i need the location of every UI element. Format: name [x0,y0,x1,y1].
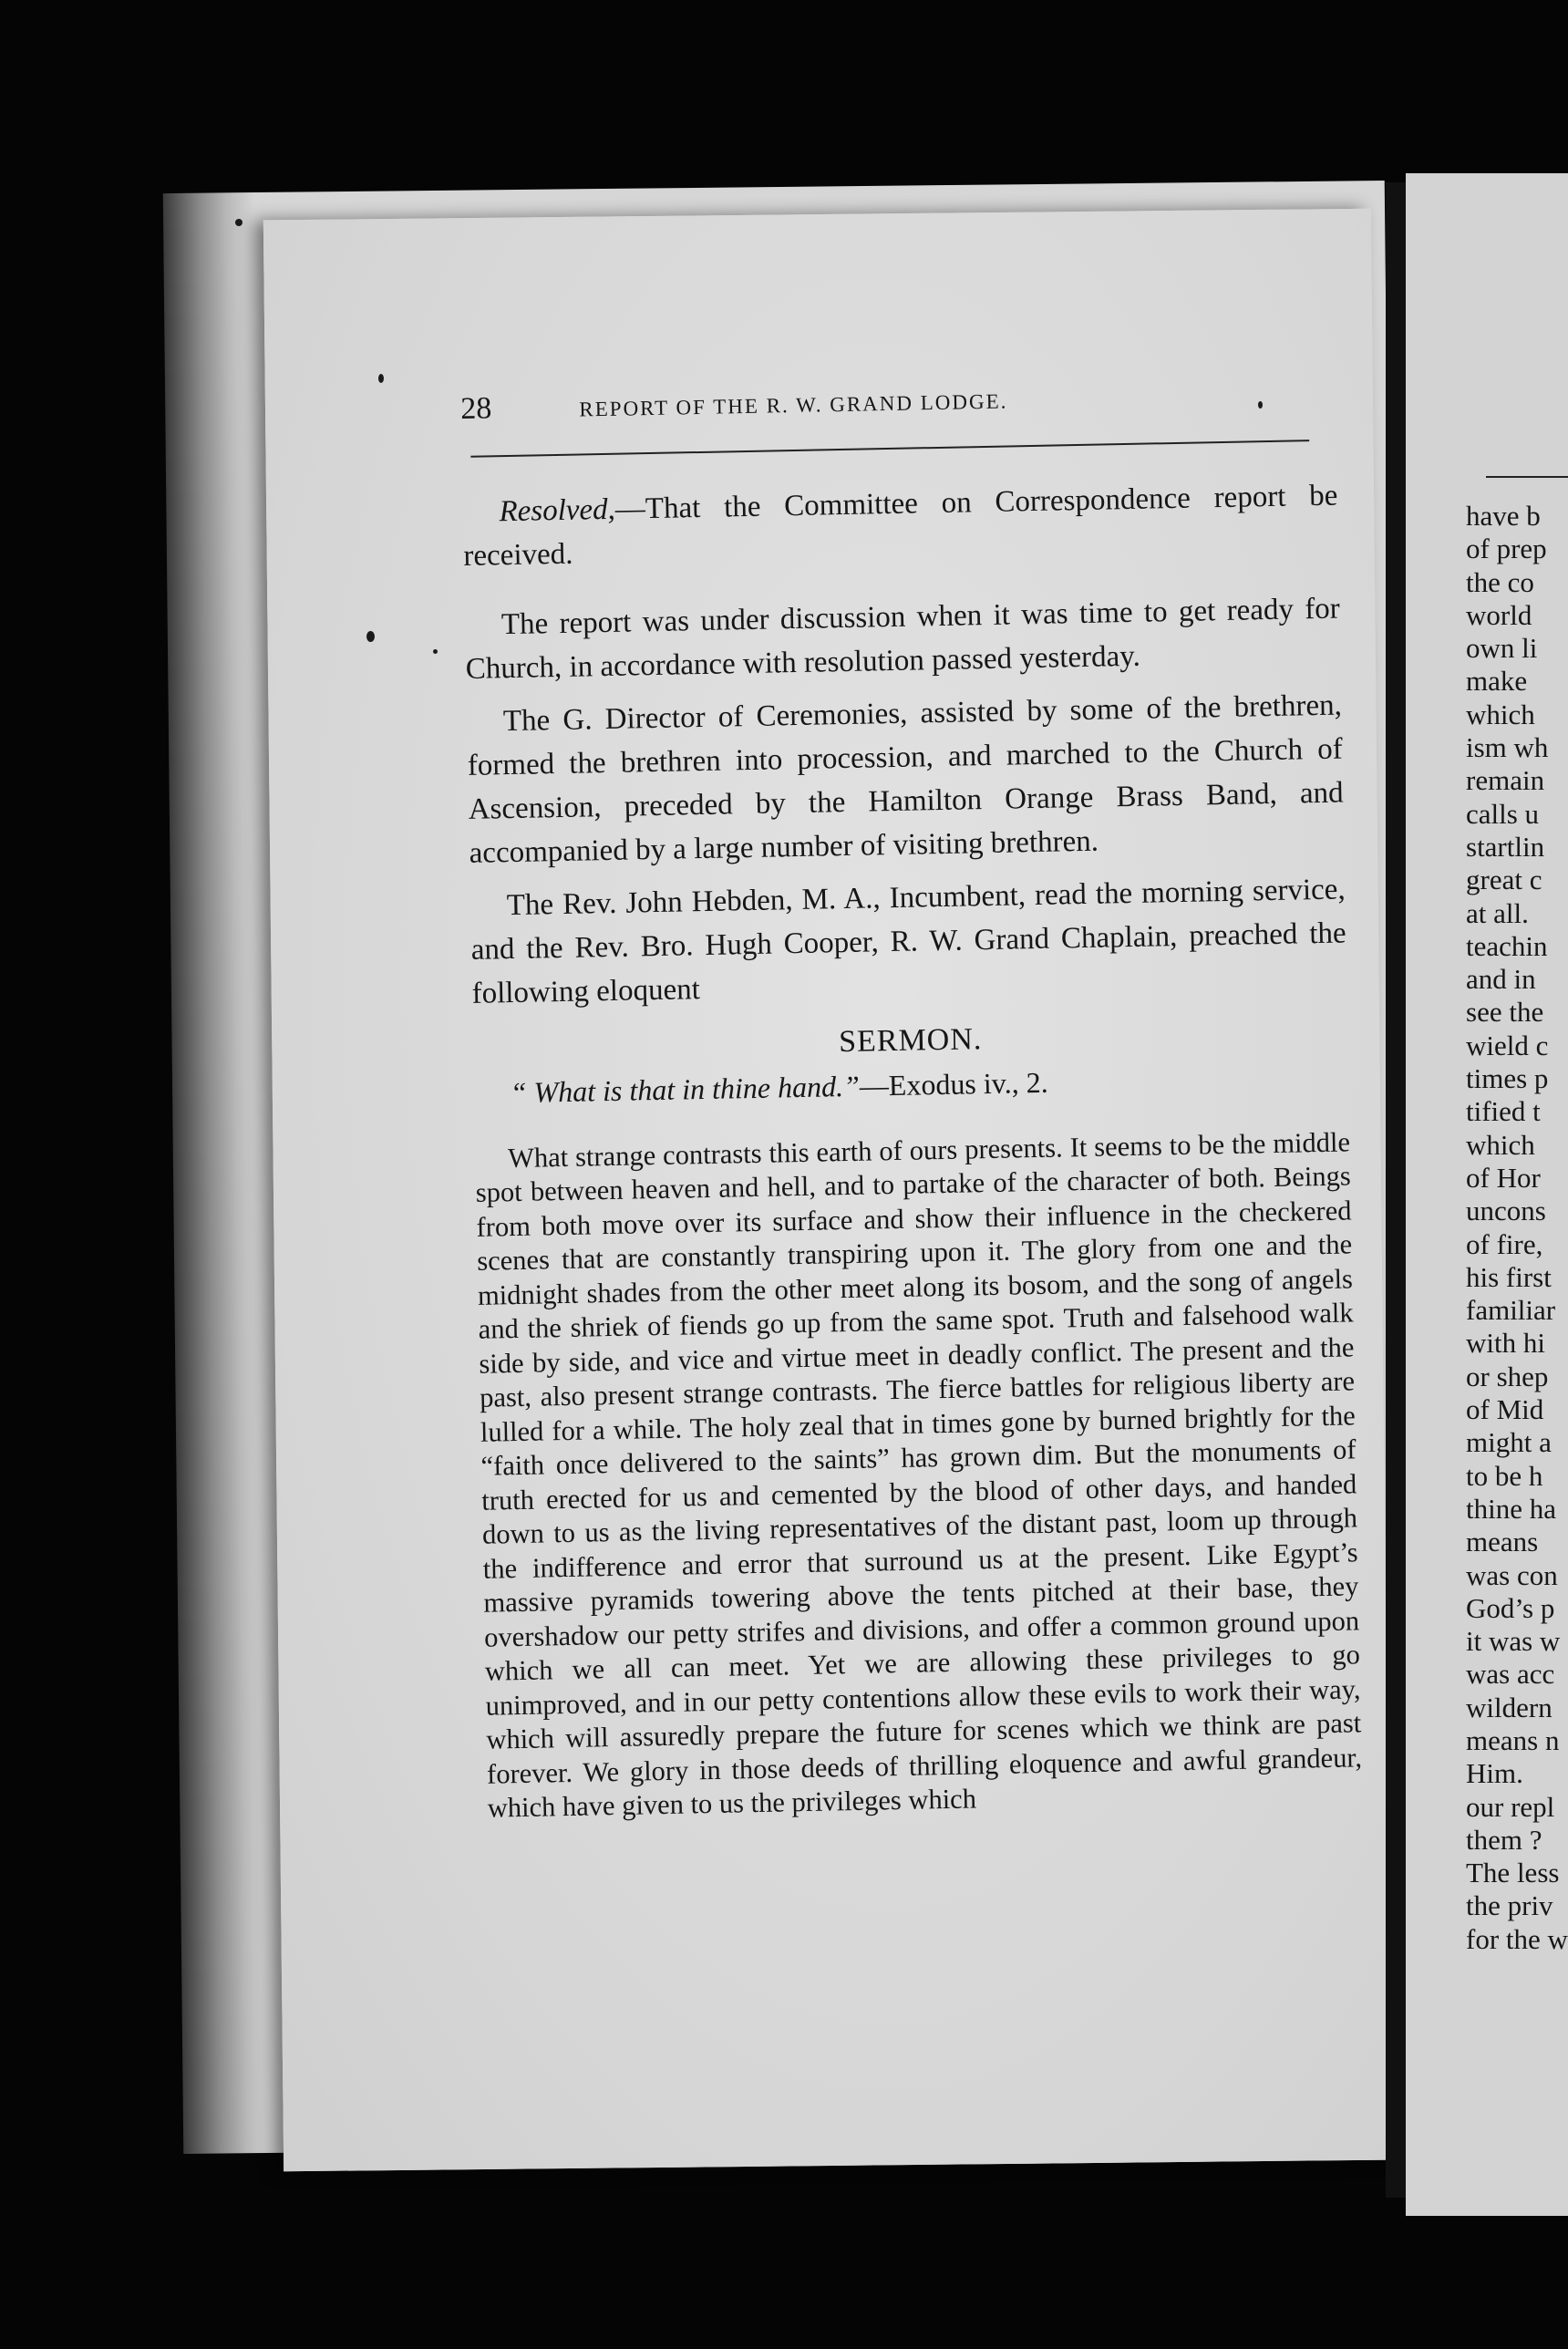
facing-page-line: to be h [1466,1459,1543,1492]
facing-page-line: the priv [1466,1889,1553,1922]
ink-speck [235,219,242,226]
sermon-text-quote: “ What is that in thine hand.” [510,1069,861,1110]
facing-page-rule [1486,476,1568,478]
facing-page-text [1466,500,1568,1956]
facing-page-line: see the [1466,996,1544,1029]
facing-page-line: God’s p [1466,1591,1555,1624]
page-content [460,376,1364,1854]
facing-page-line: tified t [1466,1095,1541,1128]
facing-page-line: of prep [1466,533,1547,565]
facing-page-line: or shep [1466,1360,1549,1392]
facing-page-line: uncons [1466,1195,1546,1227]
facing-page-line: his first [1466,1260,1552,1293]
facing-page-line: for the w [1466,1922,1568,1955]
facing-page-line: means n [1466,1723,1560,1756]
facing-page-line: wildern [1466,1691,1553,1723]
facing-page-line: our repl [1466,1790,1555,1823]
ink-speck [1258,401,1263,409]
facing-page-line: great c [1466,864,1542,896]
ink-speck [378,374,384,383]
paragraph-report: The report was under discussion when it was time to get ready for Church, in accordance with resolution passed yesterday. [465,592,1341,686]
facing-page-line: Him. [1466,1757,1523,1790]
facing-page-line: thine ha [1466,1492,1556,1525]
facing-page-line: was acc [1466,1658,1555,1691]
facing-page-line: with hi [1466,1327,1545,1360]
facing-page-line: calls u [1466,797,1540,830]
paragraph-resolution [462,474,1339,578]
facing-page-line: teachin [1466,929,1548,962]
resolution-text: —That the Committee on Correspondence report be received. [463,479,1338,573]
facing-page-line: times p [1466,1062,1549,1095]
paragraph-procession: The G. Director of Ceremonies, assisted by some of the brethren, formed the brethren into procession, and marched to the Church of Ascension, preceded by the Hamilton Orange Brass Band, and accompanied by a large number of visiting brethren. [467,688,1344,870]
facing-page-line: remain [1466,764,1545,797]
running-head: REPORT OF THE R. W. GRAND LODGE. [579,389,1008,421]
facing-page-line: own li [1466,632,1538,665]
facing-page-line: and in [1466,963,1536,996]
book-gutter [1386,182,1406,2198]
facing-page-line: have b [1466,500,1541,532]
resolution-lead: Resolved, [499,492,616,529]
facing-page-line: it was w [1466,1625,1561,1658]
facing-page-line: might a [1466,1426,1552,1459]
facing-page-line: of fire, [1466,1227,1543,1260]
facing-page-line: world [1466,598,1532,631]
facing-page-line: make [1466,665,1528,698]
sermon-body: What strange contrasts this earth of ours presents. It seems to be the middle spot between heaven and hell, and to partake of the character of both. Beings from both move over its surface and show their influence in the checkered scenes that are constantly transpiring upon it. The glory from one and the midnight shades from the other meet along its bosom, and the song of angels and the shriek of fiends go up from the same spot. Truth and falsehood walk side by side, and vice and virtue meet in deadly conflict. The present and the past, also present strange contrasts. The fierce battles for religious liberty are lulled for a while. The holy zeal that in times gone by burned brightly for the “faith once delivered to the saints” has grown dim. But the monuments of truth erected for us and cemented by the blood of other days, and handed down to us as the living representatives of the distant past, loom up through the indifference and error that surround us at the present. Like Egypt’s massive pyramids towering above the tents pitched at their base, they overshadow our petty strifes and divisions, and offer a common ground upon which we all can meet. Yet we are allowing these privileges to go unimproved, and in our petty contentions allow these evils to work their way, which will assuredly prepare the future for scenes which we think are past forever. We glory in those deeds of thrilling eloquence and awful grandeur, which have given to us the privileges which [475,1125,1363,1824]
facing-page-line: ism wh [1466,731,1549,764]
facing-page-line: means [1466,1526,1539,1558]
facing-page-line: which [1466,1128,1535,1161]
facing-page-line: them ? [1466,1823,1542,1856]
facing-page-line: The less [1466,1857,1560,1889]
facing-page-line: the co [1466,565,1534,598]
sermon-title: SERMON. [838,1022,983,1060]
facing-page-line: familiar [1466,1294,1556,1327]
facing-page-line: of Hor [1466,1161,1541,1194]
sermon-text-reference: —Exodus iv., 2. [859,1065,1048,1102]
facing-page-line: which [1466,698,1535,730]
paragraph-service: The Rev. John Hebden, M. A., Incumbent, read the morning service, and the Rev. Bro. Hugh Cooper, R. W. Grand Chaplain, preached the following eloquent [470,873,1346,1010]
facing-page-line: wield c [1466,1029,1549,1061]
page-number: 28 [460,391,492,426]
ink-speck [366,631,375,642]
facing-page-line: of Mid [1466,1393,1544,1426]
facing-page-line: startlin [1466,830,1545,863]
facing-page-line: at all. [1466,896,1529,929]
ink-speck [433,649,438,654]
facing-page-line: was con [1466,1558,1558,1591]
